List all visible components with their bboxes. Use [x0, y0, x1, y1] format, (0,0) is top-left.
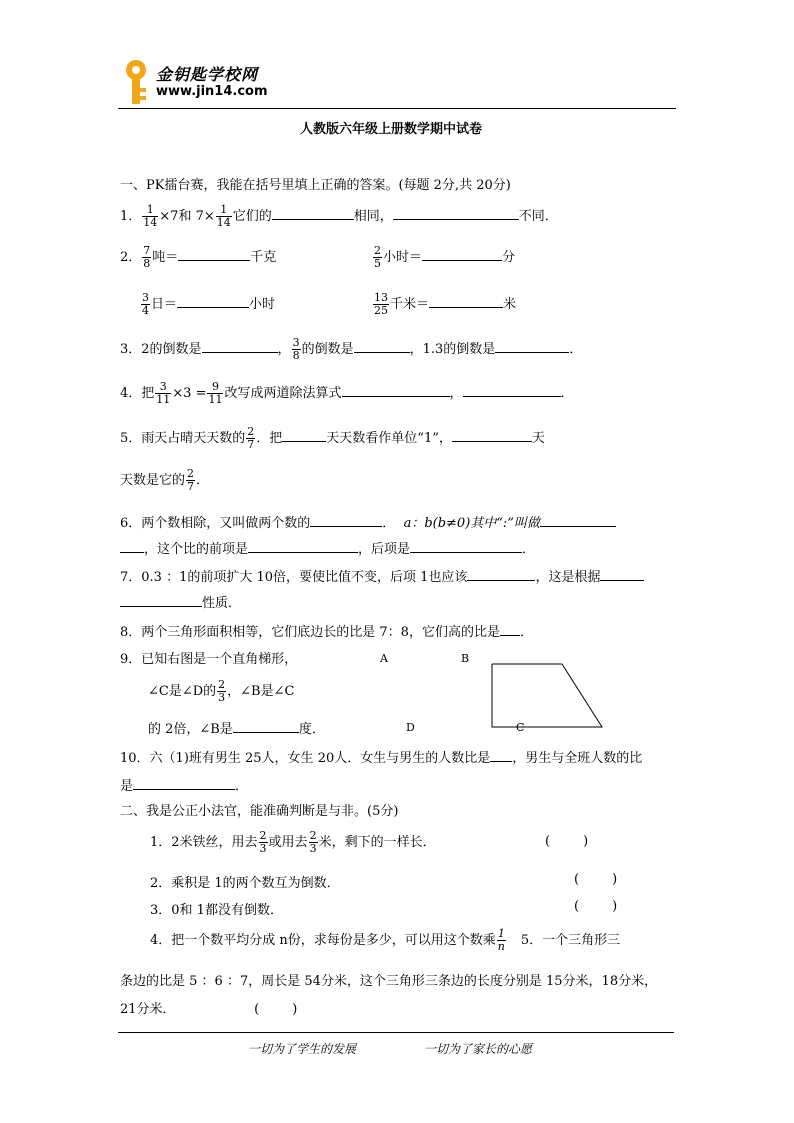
answer-blank[interactable]: [120, 538, 144, 553]
footer-left: 一切为了学生的发展: [248, 1042, 357, 1056]
question-5: 5．雨天占晴天天数的 $\frac{2}{7}$ ．把 天天数看作单位“1”， 天: [120, 425, 545, 451]
answer-blank[interactable]: [354, 338, 410, 353]
answer-blank[interactable]: [422, 246, 502, 261]
judge-6-paren[interactable]: ( ): [254, 1002, 298, 1017]
answer-blank[interactable]: [467, 566, 535, 581]
judge-5: 条边的比是 5 ：6 ：7，周长是 54分米，这个三角形三条边的长度分别是 15分米，18分米，: [120, 974, 658, 989]
question-3: 3．2的倒数是 ， $\frac{3}{8}$ 的倒数是 ，1.3的倒数是 ．: [120, 336, 583, 362]
question-6-cont: ，这个比的前项是 ，后项是 ．: [120, 538, 535, 557]
answer-blank[interactable]: [495, 338, 569, 353]
judge-4: 4．把一个数平均分成 n份，求每份是多少，可以用这个数乘 $\frac{1}{n}$ 5．一个三角形三: [150, 927, 621, 953]
answer-blank[interactable]: [178, 246, 250, 261]
page-title: 人教版六年级上册数学期中试卷: [300, 122, 483, 137]
section2-heading: 二、我是公正小法官，能准确判断是与非。(5分): [120, 804, 399, 819]
key-icon: [118, 58, 154, 106]
answer-blank[interactable]: [463, 382, 561, 397]
answer-blank[interactable]: [600, 566, 644, 581]
answer-blank[interactable]: [202, 338, 278, 353]
figure-label-c: C: [516, 721, 525, 734]
judge-6: 21分米． ( ): [120, 1002, 298, 1017]
section1-heading: 一、PK擂台赛，我能在括号里填上正确的答案。(每题 2分,共 20分): [120, 178, 511, 193]
question-7-cont: 性质．: [120, 592, 241, 611]
answer-blank[interactable]: [452, 427, 532, 442]
answer-blank[interactable]: [248, 538, 358, 553]
header-rule: [118, 108, 676, 109]
answer-blank[interactable]: [177, 293, 249, 308]
answer-blank[interactable]: [342, 382, 450, 397]
figure-label-a: A: [380, 652, 388, 665]
question-9-cont: 的 2倍，∠B是 度．: [148, 718, 325, 737]
fraction: $\frac{1}{14}$: [143, 203, 158, 229]
question-5-cont: 天数是它的 $\frac{2}{7}$ ．: [120, 467, 210, 493]
answer-blank[interactable]: [429, 293, 503, 308]
judge-2-paren[interactable]: ( ): [574, 872, 618, 887]
fraction: $\frac{1}{14}$: [216, 203, 231, 229]
question-2d: $\frac{13}{25}$ 千米＝ 米: [374, 291, 517, 317]
question-1: 1． $\frac{1}{14}$ ×7和 7× $\frac{1}{14}$ 它们的 相同， 不同．: [120, 203, 558, 229]
answer-blank[interactable]: [282, 427, 326, 442]
footer-rule: [118, 1032, 674, 1033]
answer-blank[interactable]: [490, 747, 512, 762]
question-9-angle: ∠C是∠D的 $\frac{2}{3}$ ，∠B是∠C: [148, 678, 295, 704]
answer-blank[interactable]: [310, 512, 382, 527]
answer-blank[interactable]: [272, 205, 354, 220]
question-9: 9．已知右图是一个直角梯形，: [120, 652, 298, 667]
question-7: 7．0.3 ：1的前项扩大 10倍，要使比值不变，后项 1也应该 ，这是根据: [120, 566, 644, 585]
logo: [118, 58, 278, 106]
question-8: 8．两个三角形面积相等，它们底边长的比是 7：8，它们高的比是 ．: [120, 621, 533, 640]
answer-blank[interactable]: [540, 512, 616, 527]
answer-blank[interactable]: [120, 592, 202, 607]
figure-label-b: B: [461, 652, 470, 665]
answer-blank[interactable]: [410, 538, 522, 553]
judge-3-paren[interactable]: ( ): [574, 899, 618, 914]
question-2a: 2． $\frac{7}{8}$ 吨＝ 千克: [120, 244, 277, 270]
question-10-cont: 是 ．: [120, 775, 248, 794]
judge-1-paren[interactable]: ( ): [545, 834, 589, 849]
trapezoid-figure: [488, 660, 606, 732]
answer-blank[interactable]: [133, 775, 235, 790]
answer-blank[interactable]: [393, 205, 519, 220]
judge-1: 1．2米铁丝，用去 $\frac{2}{3}$ 或用去 $\frac{2}{3}$ 米，剩下的一样长．: [150, 829, 436, 855]
question-2b: $\frac{2}{5}$ 小时＝ 分: [374, 244, 516, 270]
question-4: 4．把 $\frac{3}{11}$ ×3 = $\frac{9}{11}$ 改写成两道除法算式 ， ．: [120, 380, 574, 406]
figure-label-d: D: [406, 721, 415, 734]
answer-blank[interactable]: [233, 718, 299, 733]
logo-url: www.jin14.com: [156, 84, 268, 99]
logo-chinese: 金钥匙学校网: [156, 65, 259, 84]
question-2c: $\frac{3}{4}$ 日＝ 小时: [142, 291, 276, 317]
question-10: 10．六（1)班有男生 25人，女生 20人．女生与男生的人数比是 ，男生与全班人数的比: [120, 747, 642, 766]
judge-2: 2．乘积是 1的两个数互为倒数．: [150, 876, 340, 891]
judge-3: 3．0和 1都没有倒数．: [150, 903, 283, 918]
question-6: 6．两个数相除，又叫做两个数的 ． a：b(b≠0)其中“:”叫做: [120, 512, 616, 531]
footer-right: 一切为了家长的心愿: [424, 1042, 533, 1056]
answer-blank[interactable]: [500, 621, 520, 636]
